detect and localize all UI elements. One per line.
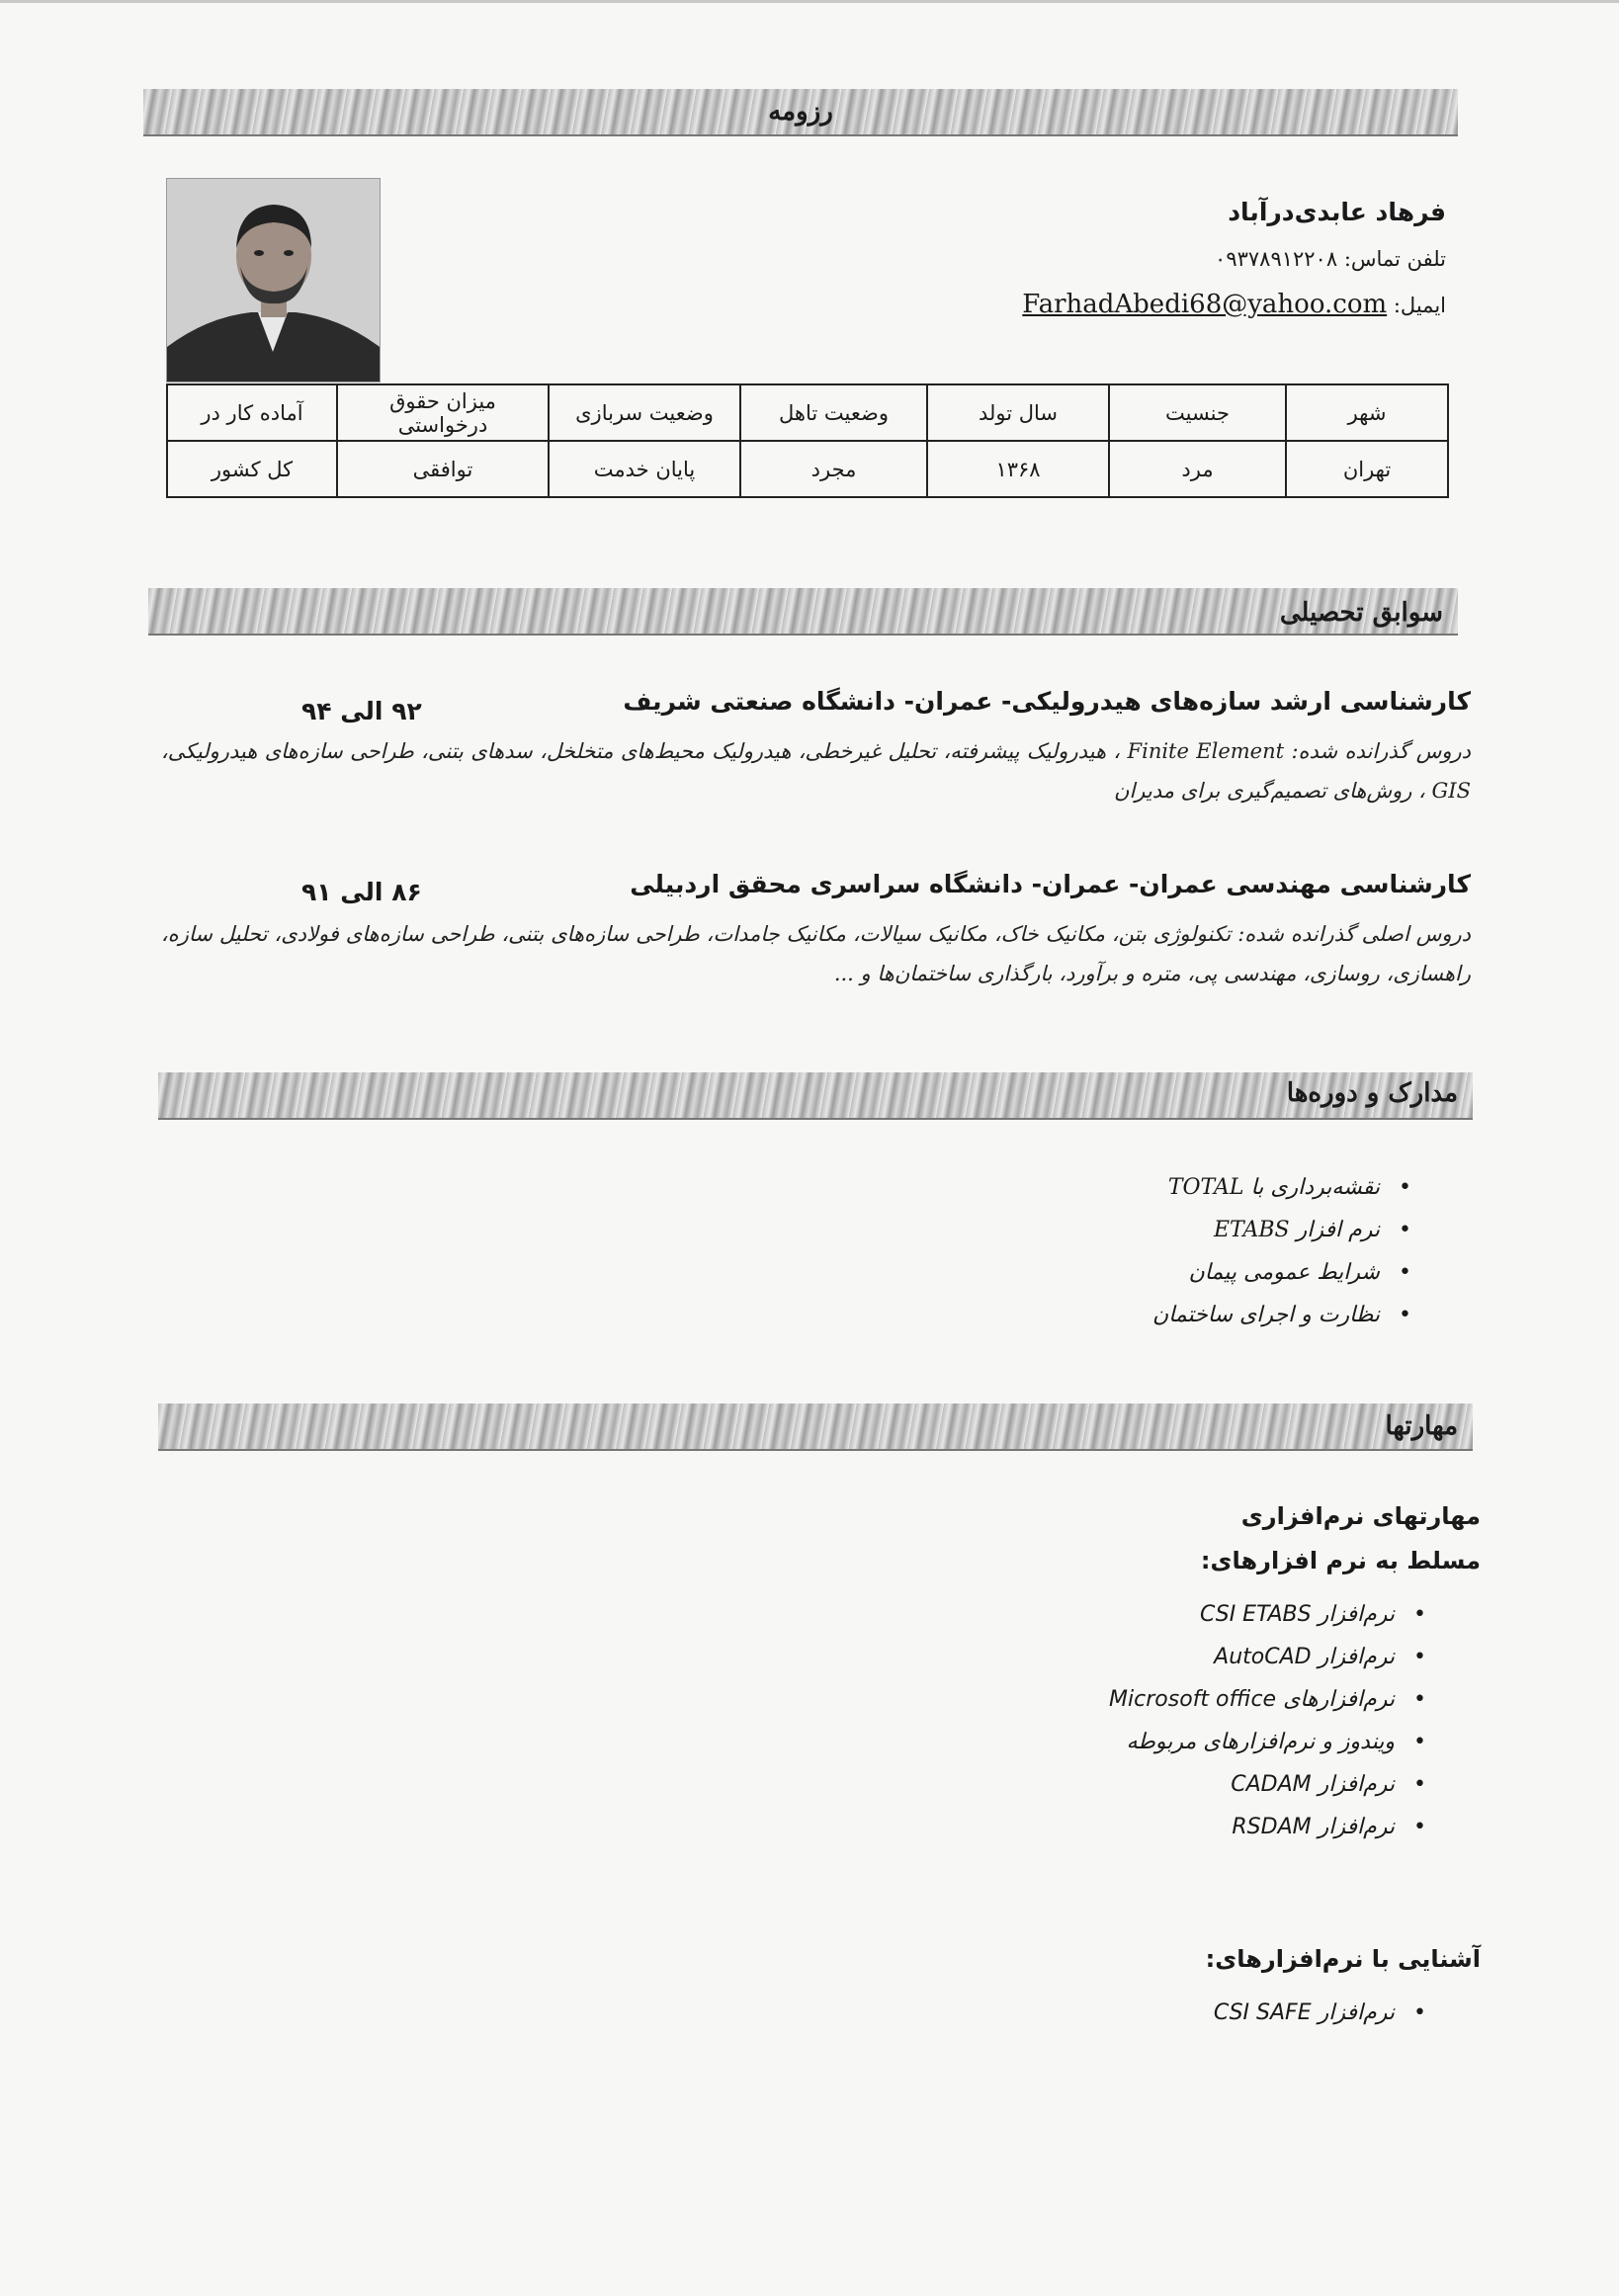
education-courses-1: دروس گذرانده شده: Finite Element ، هیدرولیک پیشرفته، تحلیل غیرخطی، هیدرولیک محیط‌های متخلخل، سدهای بتنی، طراحی سازه‌های هیدرولیکی، GIS ، روش‌های تصمیم‌گیری برای مدیران (161, 739, 1471, 803)
software-skills-heading: مهارتهای نرم‌افزاری (1240, 1502, 1481, 1530)
education-section-bar (148, 588, 1458, 636)
table-header-row (167, 384, 1448, 441)
education-years-1: ۹۲ الی ۹۴ (301, 697, 422, 725)
familiar-heading: آشنایی با نرم‌افزارهای: (1205, 1945, 1481, 1973)
list-item: • نرم‌افزار CADAM (1109, 1763, 1426, 1806)
resume-title-bar (143, 89, 1458, 136)
header-birth-year: سال تولد (927, 384, 1109, 441)
education-degree-1: کارشناسی ارشد سازه‌های هیدرولیکی- عمران- دانشگاه صنعتی شریف (623, 687, 1471, 716)
certificates-list (1152, 1166, 1411, 1336)
header-military-status: وضعیت سربازی (549, 384, 740, 441)
list-item: • نرم‌افزار AutoCAD (1109, 1636, 1426, 1678)
education-courses-2: دروس اصلی گذرانده شده: تکنولوژی بتن، مکانیک خاک، مکانیک سیالات، مکانیک جامدات، طراحی سازه‌های بتنی، طراحی سازه‌های فولادی، تحلیل سازه، راهسازی، روسازی، مهندسی پی، متره و برآورد، بارگذاری ساختمان‌ها و ... (161, 922, 1471, 985)
full-name: فرهاد عابدی‌درآباد (1228, 198, 1446, 226)
value-military-status: پایان خدمت (549, 441, 740, 497)
certificates-section-bar (158, 1072, 1473, 1120)
page-top-edge (0, 0, 1619, 3)
education-section-title: سوابق تحصیلی (1279, 598, 1443, 628)
header-marital-status: وضعیت تاهل (740, 384, 927, 441)
email-line (1022, 290, 1446, 319)
value-marital-status: مجرد (740, 441, 927, 497)
skills-section-bar (158, 1403, 1473, 1451)
value-ready-to-work-in: کل کشور (167, 441, 337, 497)
certificates-section-title: مدارک و دوره‌ها (1286, 1078, 1458, 1108)
profile-photo (166, 178, 381, 383)
phone-number: ۰۹۳۷۸۹۱۲۲۰۸ (1215, 247, 1338, 271)
email-address[interactable]: FarhadAbedi68@yahoo.com (1022, 290, 1388, 319)
table-value-row (167, 441, 1448, 497)
phone-line (1215, 247, 1446, 271)
education-degree-2: کارشناسی مهندسی عمران- عمران- دانشگاه سراسری محقق اردبیلی (630, 870, 1471, 898)
email-label: ایمیل: (1393, 294, 1446, 317)
familiar-software-list (1214, 1992, 1426, 2034)
list-item: • نظارت و اجرای ساختمان (1152, 1294, 1411, 1336)
list-item: • نقشه‌برداری با TOTAL (1152, 1166, 1411, 1209)
value-requested-salary: توافقی (337, 441, 549, 497)
personal-info-table (166, 383, 1449, 498)
list-item: • نرم افزار ETABS (1152, 1209, 1411, 1251)
proficient-software-list (1109, 1593, 1426, 1848)
list-item: • ویندوز و نرم‌افزارهای مربوطه (1109, 1721, 1426, 1763)
value-birth-year: ۱۳۶۸ (927, 441, 1109, 497)
list-item: • شرایط عمومی پیمان (1152, 1251, 1411, 1294)
header-requested-salary: میزان حقوق درخواستی (337, 384, 549, 441)
value-gender: مرد (1109, 441, 1286, 497)
header-ready-to-work-in: آماده کار در (167, 384, 337, 441)
value-city: تهران (1286, 441, 1448, 497)
phone-label: تلفن تماس: (1343, 247, 1446, 271)
list-item: • نرم‌افزار CSI SAFE (1214, 1992, 1426, 2034)
list-item: • نرم‌افزار CSI ETABS (1109, 1593, 1426, 1636)
resume-title: رزومه (768, 97, 833, 127)
education-years-2: ۸۶ الی ۹۱ (301, 878, 422, 906)
skills-section-title: مهارتها (1385, 1411, 1458, 1441)
list-item: • نرم‌افزارهای Microsoft office (1109, 1678, 1426, 1721)
header-city: شهر (1286, 384, 1448, 441)
header-gender: جنسیت (1109, 384, 1286, 441)
proficient-heading: مسلط به نرم افزارهای: (1200, 1547, 1481, 1574)
list-item: • نرم‌افزار RSDAM (1109, 1806, 1426, 1848)
person-portrait-icon (167, 179, 380, 382)
